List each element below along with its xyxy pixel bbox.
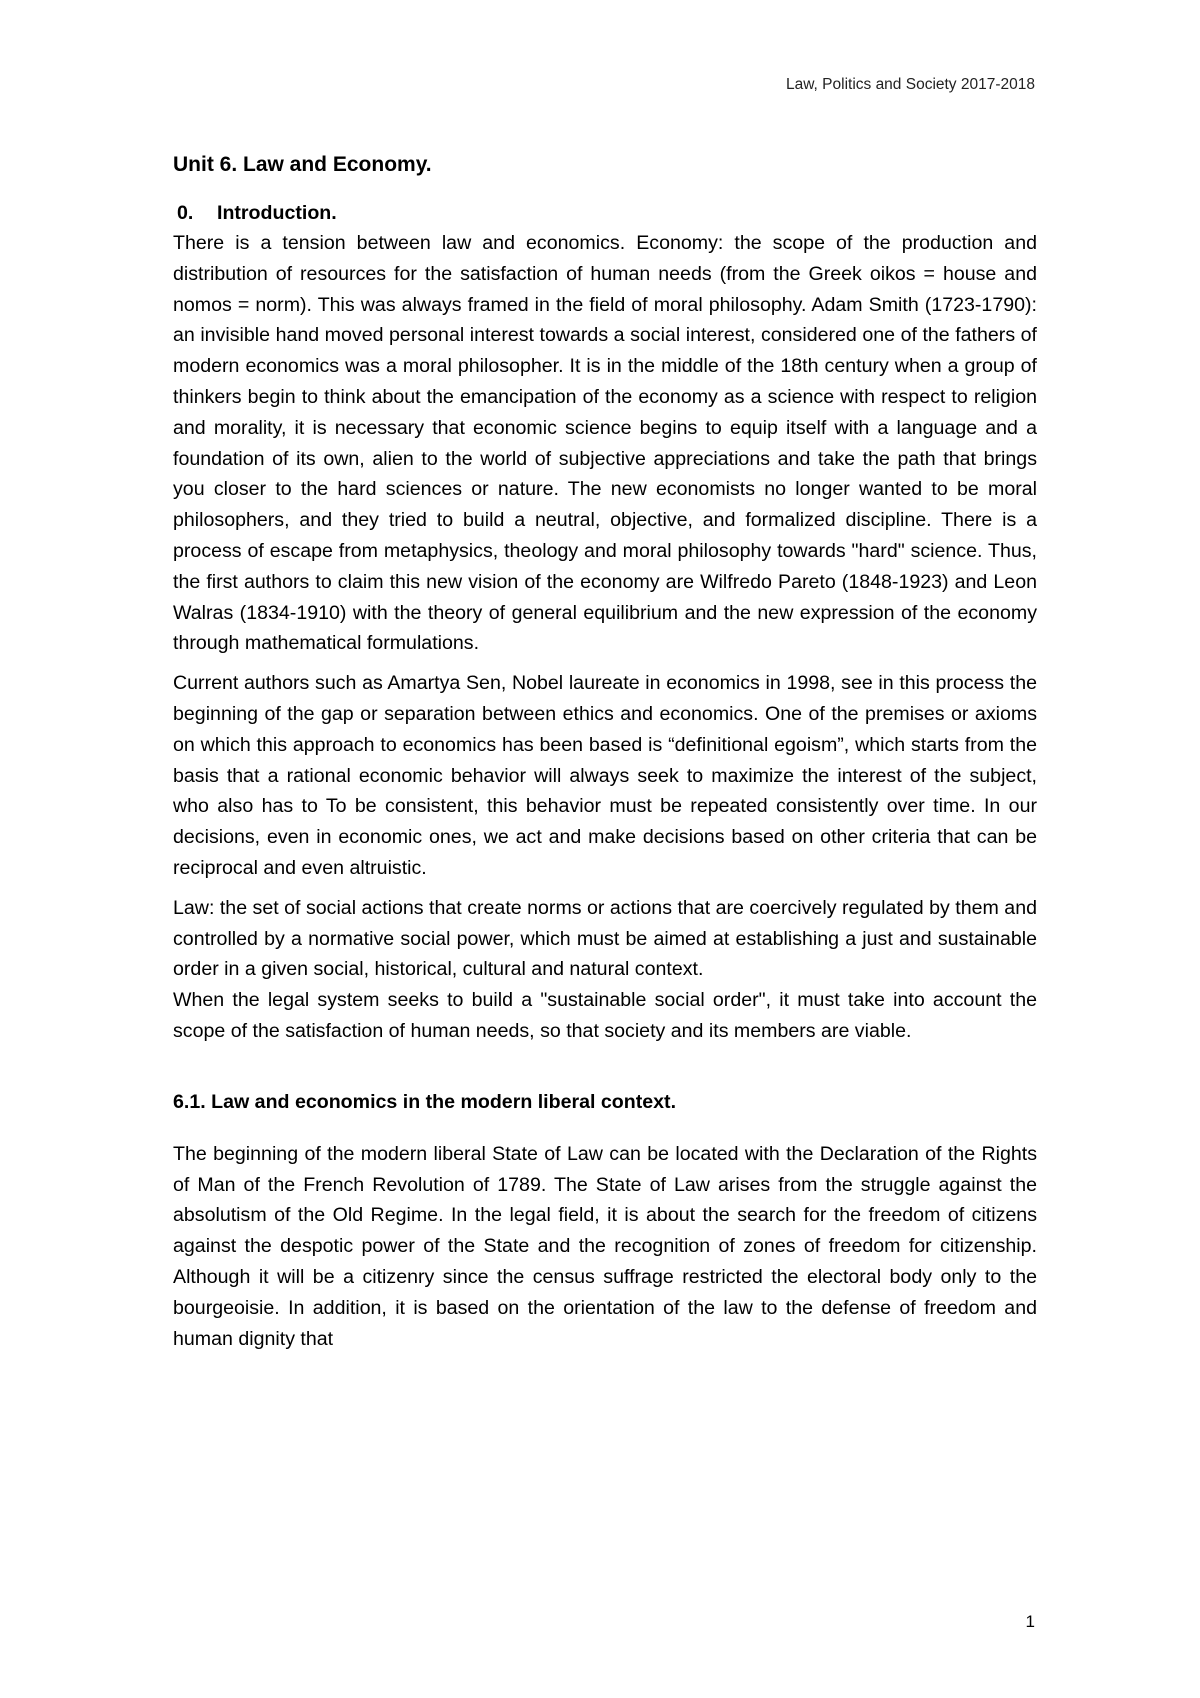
section-heading-6-1: 6.1. Law and economics in the modern liberal context. [173, 1090, 677, 1113]
intro-paragraph-3: Law: the set of social actions that create norms or actions that are coercively regulated by them and controlled by a normative social power, which must be aimed at establishing a just and sustainable order in a given social, historical, cultural and natural context. [173, 896, 1037, 981]
intro-paragraph-4: When the legal system seeks to build a "sustainable social order", it must take into account the scope of the satisfaction of human needs, so that society and its members are viable. [173, 989, 1037, 1042]
page-number: 1 [1025, 1612, 1035, 1631]
intro-heading-number: 0. [177, 202, 194, 224]
intro-heading-text: Introduction. [217, 202, 337, 224]
document-body [173, 150, 1037, 1354]
intro-paragraph-2: Current authors such as Amartya Sen, Nobel laureate in economics in 1998, see in this process the beginning of the gap or separation between ethics and economics. One of the premises or axioms on which this approach to economics has been based is “definitional egoism”, which starts from the basis that a rational economic behavior will always seek to maximize the interest of the subject, who also has to To be consistent, this behavior must be repeated consistently over time. In our decisions, even in economic ones, we act and make decisions based on other criteria that can be reciprocal and even altruistic. [173, 672, 1037, 879]
unit-title: Unit 6. Law and Economy. [173, 153, 432, 176]
section-6-1-paragraph-1: The beginning of the modern liberal State of Law can be located with the Declaration of the Rights of Man of the French Revolution of 1789. The State of Law arises from the struggle against the absolutism of the Old Regime. In the legal field, it is about the search for the freedom of citizens against the despotic power of the State and the recognition of zones of freedom for citizenship. Although it will be a citizenry since the census suffrage restricted the electoral body only to the bourgeoisie. In addition, it is based on the orientation of the law to the defense of freedom and human dignity that [173, 1142, 1037, 1350]
intro-paragraph-1: There is a tension between law and economics. Economy: the scope of the production and distribution of resources for the satisfaction of human needs (from the Greek oikos = house and nomos = norm). This was always framed in the field of moral philosophy. Adam Smith (1723-1790): an invisible hand moved personal interest towards a social interest, considered one of the fathers of modern economics was a moral philosopher. It is in the middle of the 18th century when a group of thinkers begin to think about the emancipation of the economy as a science with respect to religion and morality, it is necessary that economic science begins to equip itself with a language and a foundation of its own, alien to the world of subjective appreciations and take the path that brings you closer to the hard sciences or nature. The new economists no longer wanted to be moral philosophers, and they tried to build a neutral, objective, and formalized discipline. There is a process of escape from metaphysics, theology and moral philosophy towards "hard" science. Thus, the first authors to claim this new vision of the economy are Wilfredo Pareto (1848-1923) and Leon Walras (1834-1910) with the theory of general equilibrium and the new expression of the economy through mathematical formulations. [173, 232, 1037, 655]
intro-heading [173, 198, 1037, 228]
running-header: Law, Politics and Society 2017-2018 [785, 76, 1035, 93]
